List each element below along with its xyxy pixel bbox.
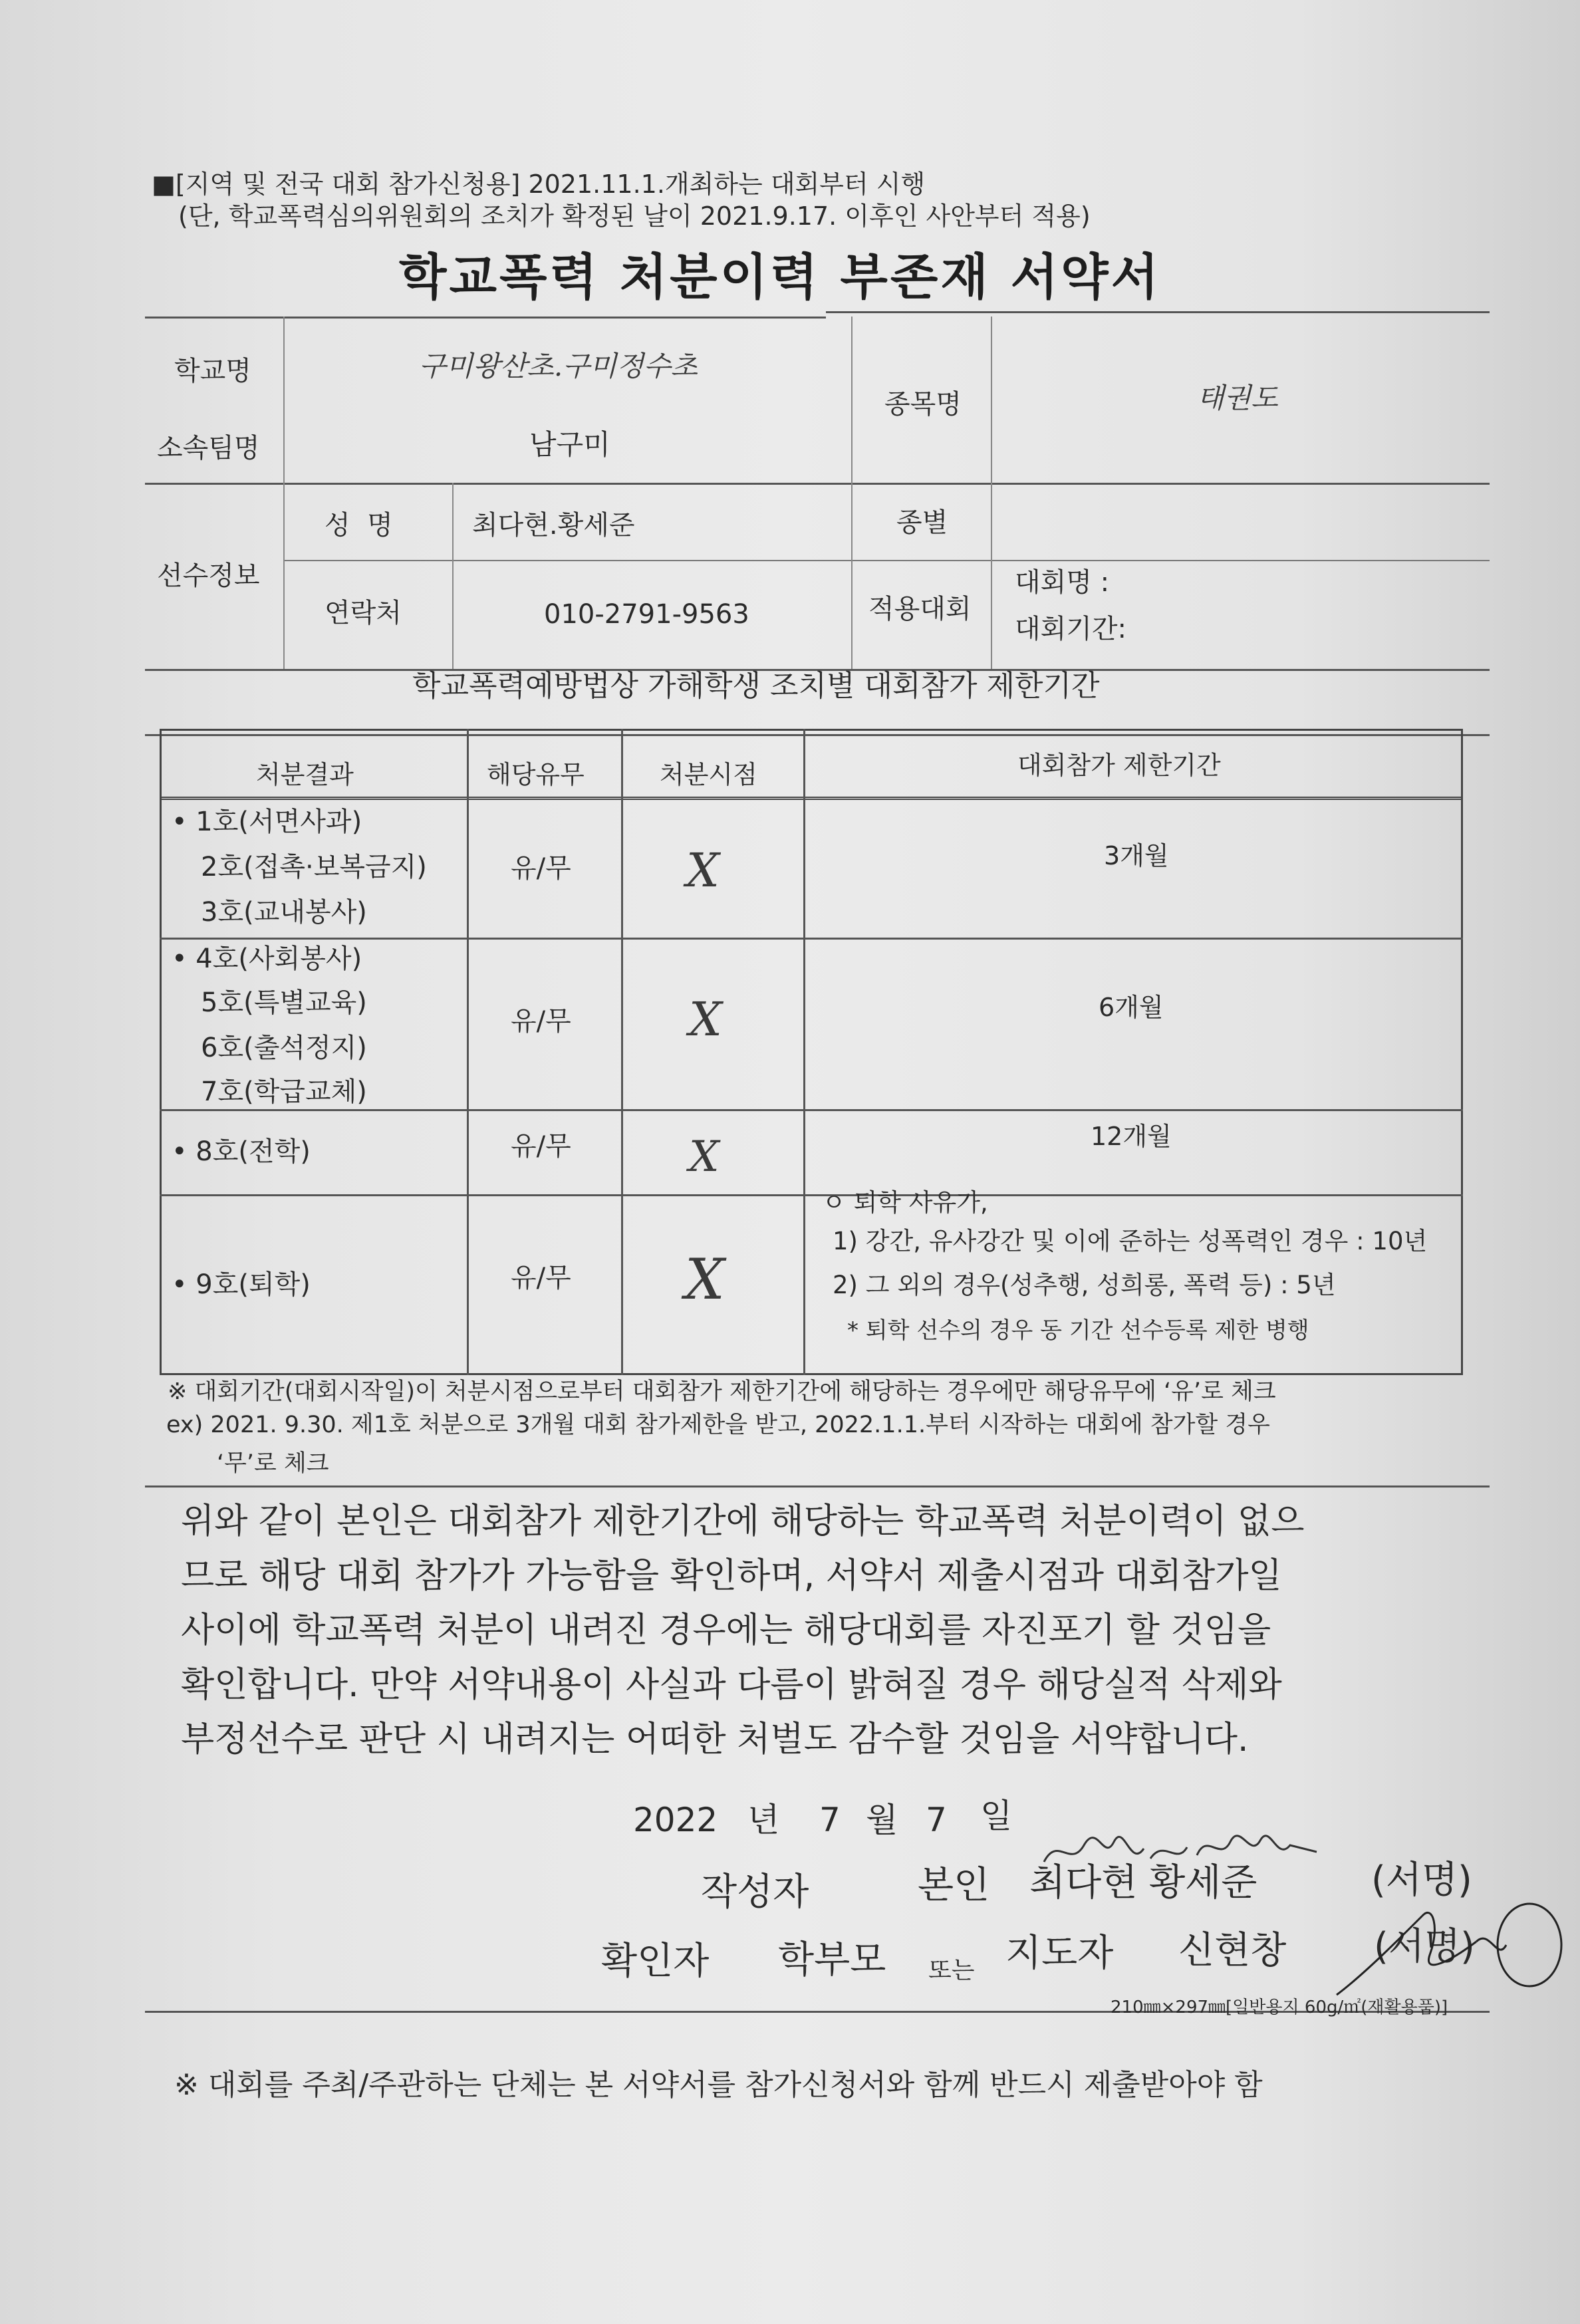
- self-name: 최다현 황세준: [1029, 1861, 1257, 1904]
- writer-label: 작성자: [701, 1871, 809, 1914]
- handwritten-signature-coach: [1323, 1882, 1576, 2008]
- note-line-2: ex) 2021. 9.30. 제1호 처분으로 3개월 대회 참가제한을 받고, 2022.1.1.부터 시작하는 대회에 참가할 경우: [166, 1412, 1270, 1438]
- pledge-line-4: 확인합니다. 만약 서약내용이 사실과 다름이 밝혀질 경우 해당실적 삭제와: [181, 1665, 1282, 1705]
- info-divider-2: [851, 317, 853, 669]
- info-line-2: [145, 483, 1490, 485]
- paper-spec: 210㎜×297㎜[일반용지 60g/㎡(재활용품)]: [1111, 1998, 1448, 2017]
- table-row-line-2: [160, 1109, 1463, 1111]
- sign-label-2: (서명): [1374, 1925, 1475, 1968]
- coach-label: 지도자: [1005, 1932, 1114, 1975]
- row1-result-3: 3호(교내봉사): [201, 897, 367, 928]
- handwritten-signature-writer: [1037, 1822, 1330, 1882]
- row2-period: 6개월: [1099, 993, 1164, 1022]
- school-value: 구미왕산초.구미정수초: [419, 350, 698, 382]
- note-line-1: ※ 대회기간(대회시작일)이 처분시점으로부터 대회참가 제한기간에 해당하는 경우에만 해당유무에 ‘유’로 체크: [168, 1378, 1276, 1405]
- table-row-line-1: [160, 938, 1463, 940]
- row2-result-3: 6호(출석정지): [201, 1033, 367, 1063]
- player-info-label: 선수정보: [157, 561, 260, 591]
- row4-yn: 유/무: [511, 1263, 571, 1293]
- contact-value: 010-2791-9563: [544, 599, 749, 630]
- team-label: 소속팀명: [157, 433, 260, 463]
- table-row-line-3: [160, 1194, 1463, 1196]
- row2-result-4: 7호(학급교체): [201, 1077, 367, 1107]
- row2-result-2: 5호(특별교육): [201, 987, 367, 1018]
- applied-competition-label: 적용대회: [868, 594, 972, 624]
- header-period: 대회참가 제한기간: [1017, 751, 1221, 780]
- row4-period-line-1: ㅇ 퇴학 사유가,: [822, 1188, 988, 1217]
- row2-mark: X: [689, 992, 722, 1047]
- or-label: 또는: [928, 1957, 975, 1984]
- notes-bottom-line: [145, 1485, 1490, 1487]
- info-divider-4: [452, 483, 454, 669]
- info-top-line-right: [826, 311, 1490, 313]
- footer-note: ※ 대회를 주최/주관하는 단체는 본 서약서를 참가신청서와 함께 반드시 제출받아야 함: [174, 2068, 1263, 2102]
- pledge-line-2: 므로 해당 대회 참가가 가능함을 확인하며, 서약서 제출시점과 대회참가일: [181, 1556, 1282, 1596]
- sign-label-1: (서명): [1371, 1859, 1472, 1902]
- confirmer-label: 확인자: [601, 1940, 710, 1983]
- note-line-3: ‘무’로 체크: [217, 1450, 329, 1477]
- info-divider-1: [283, 317, 285, 669]
- document-title: 학교폭력 처분이력 부존재 서약서: [399, 249, 1162, 306]
- competition-name-label: 대회명 :: [1015, 567, 1110, 598]
- table-header-line: [160, 797, 1463, 800]
- section-title: 학교폭력예방법상 가해학생 조치별 대회참가 제한기간: [412, 669, 1100, 703]
- row1-result-1: • 1호(서면사과): [172, 807, 362, 837]
- pledge-line-5: 부정선수로 판단 시 내려지는 어떠한 처벌도 감수할 것임을 서약합니다.: [181, 1720, 1249, 1759]
- sport-value: 태권도: [1197, 382, 1278, 414]
- row1-mark: X: [686, 843, 720, 898]
- row1-yn: 유/무: [511, 853, 571, 884]
- pledge-line-3: 사이에 학교폭력 처분이 내려진 경우에는 해당대회를 자진포기 할 것임을: [181, 1611, 1271, 1650]
- row3-period: 12개월: [1091, 1122, 1172, 1151]
- row1-period: 3개월: [1104, 841, 1169, 870]
- self-label: 본인: [918, 1864, 990, 1907]
- date-day: 7: [926, 1801, 947, 1839]
- info-divider-3: [991, 317, 992, 669]
- info-line-3: [285, 560, 1490, 561]
- row2-yn: 유/무: [511, 1006, 571, 1037]
- row3-result-1: • 8호(전학): [172, 1136, 311, 1167]
- row4-mark: X: [685, 1247, 725, 1312]
- date-year: 2022: [633, 1801, 718, 1839]
- gender-label: 종별: [896, 507, 948, 538]
- row3-mark: X: [689, 1132, 720, 1182]
- notice-line-1: ■[지역 및 전국 대회 참가신청용] 2021.11.1.개최하는 대회부터 시행: [152, 170, 926, 199]
- row4-period-line-3: 2) 그 외의 경우(성추행, 성희롱, 폭력 등) : 5년: [833, 1271, 1336, 1299]
- header-result: 처분결과: [256, 760, 354, 789]
- name-value: 최다현.황세준: [472, 510, 635, 541]
- pledge-line-1: 위와 같이 본인은 대회참가 제한기간에 해당하는 학교폭력 처분이력이 없으: [181, 1501, 1305, 1541]
- date-year-label: 년: [747, 1801, 780, 1839]
- notice-line-2: (단, 학교폭력심의위원회의 조치가 확정된 날이 2021.9.17. 이후인 사안부터 적용): [178, 201, 1091, 231]
- school-label: 학교명: [174, 356, 251, 386]
- row3-yn: 유/무: [511, 1131, 571, 1162]
- row4-period-line-2: 1) 강간, 유사강간 및 이에 준하는 성폭력인 경우 : 10년: [833, 1227, 1428, 1255]
- contact-label: 연락처: [325, 598, 402, 628]
- parent-label: 학부모: [778, 1938, 886, 1982]
- info-top-line: [145, 317, 826, 319]
- row4-period-line-4: * 퇴학 선수의 경우 동 기간 선수등록 제한 병행: [847, 1317, 1309, 1344]
- name-label: 성 명: [325, 510, 393, 541]
- table-col-line-1: [467, 729, 469, 1375]
- penalty-table: [160, 729, 1463, 1375]
- date-month-label: 월: [866, 1801, 898, 1839]
- row2-result-1: • 4호(사회봉사): [172, 944, 362, 974]
- header-applicable: 해당유무: [487, 760, 585, 789]
- row1-result-2: 2호(접촉·보복금지): [201, 852, 427, 882]
- sport-label: 종목명: [884, 389, 962, 420]
- competition-period-label: 대회기간:: [1015, 614, 1127, 644]
- header-time: 처분시점: [660, 760, 757, 789]
- team-value: 남구미: [529, 428, 610, 461]
- coach-name: 신현창: [1178, 1929, 1287, 1972]
- table-col-line-2: [621, 729, 623, 1375]
- row4-result-1: • 9호(퇴학): [172, 1269, 311, 1300]
- table-col-line-3: [803, 729, 805, 1375]
- date-day-label: 일: [980, 1797, 1013, 1835]
- date-month: 7: [819, 1801, 841, 1839]
